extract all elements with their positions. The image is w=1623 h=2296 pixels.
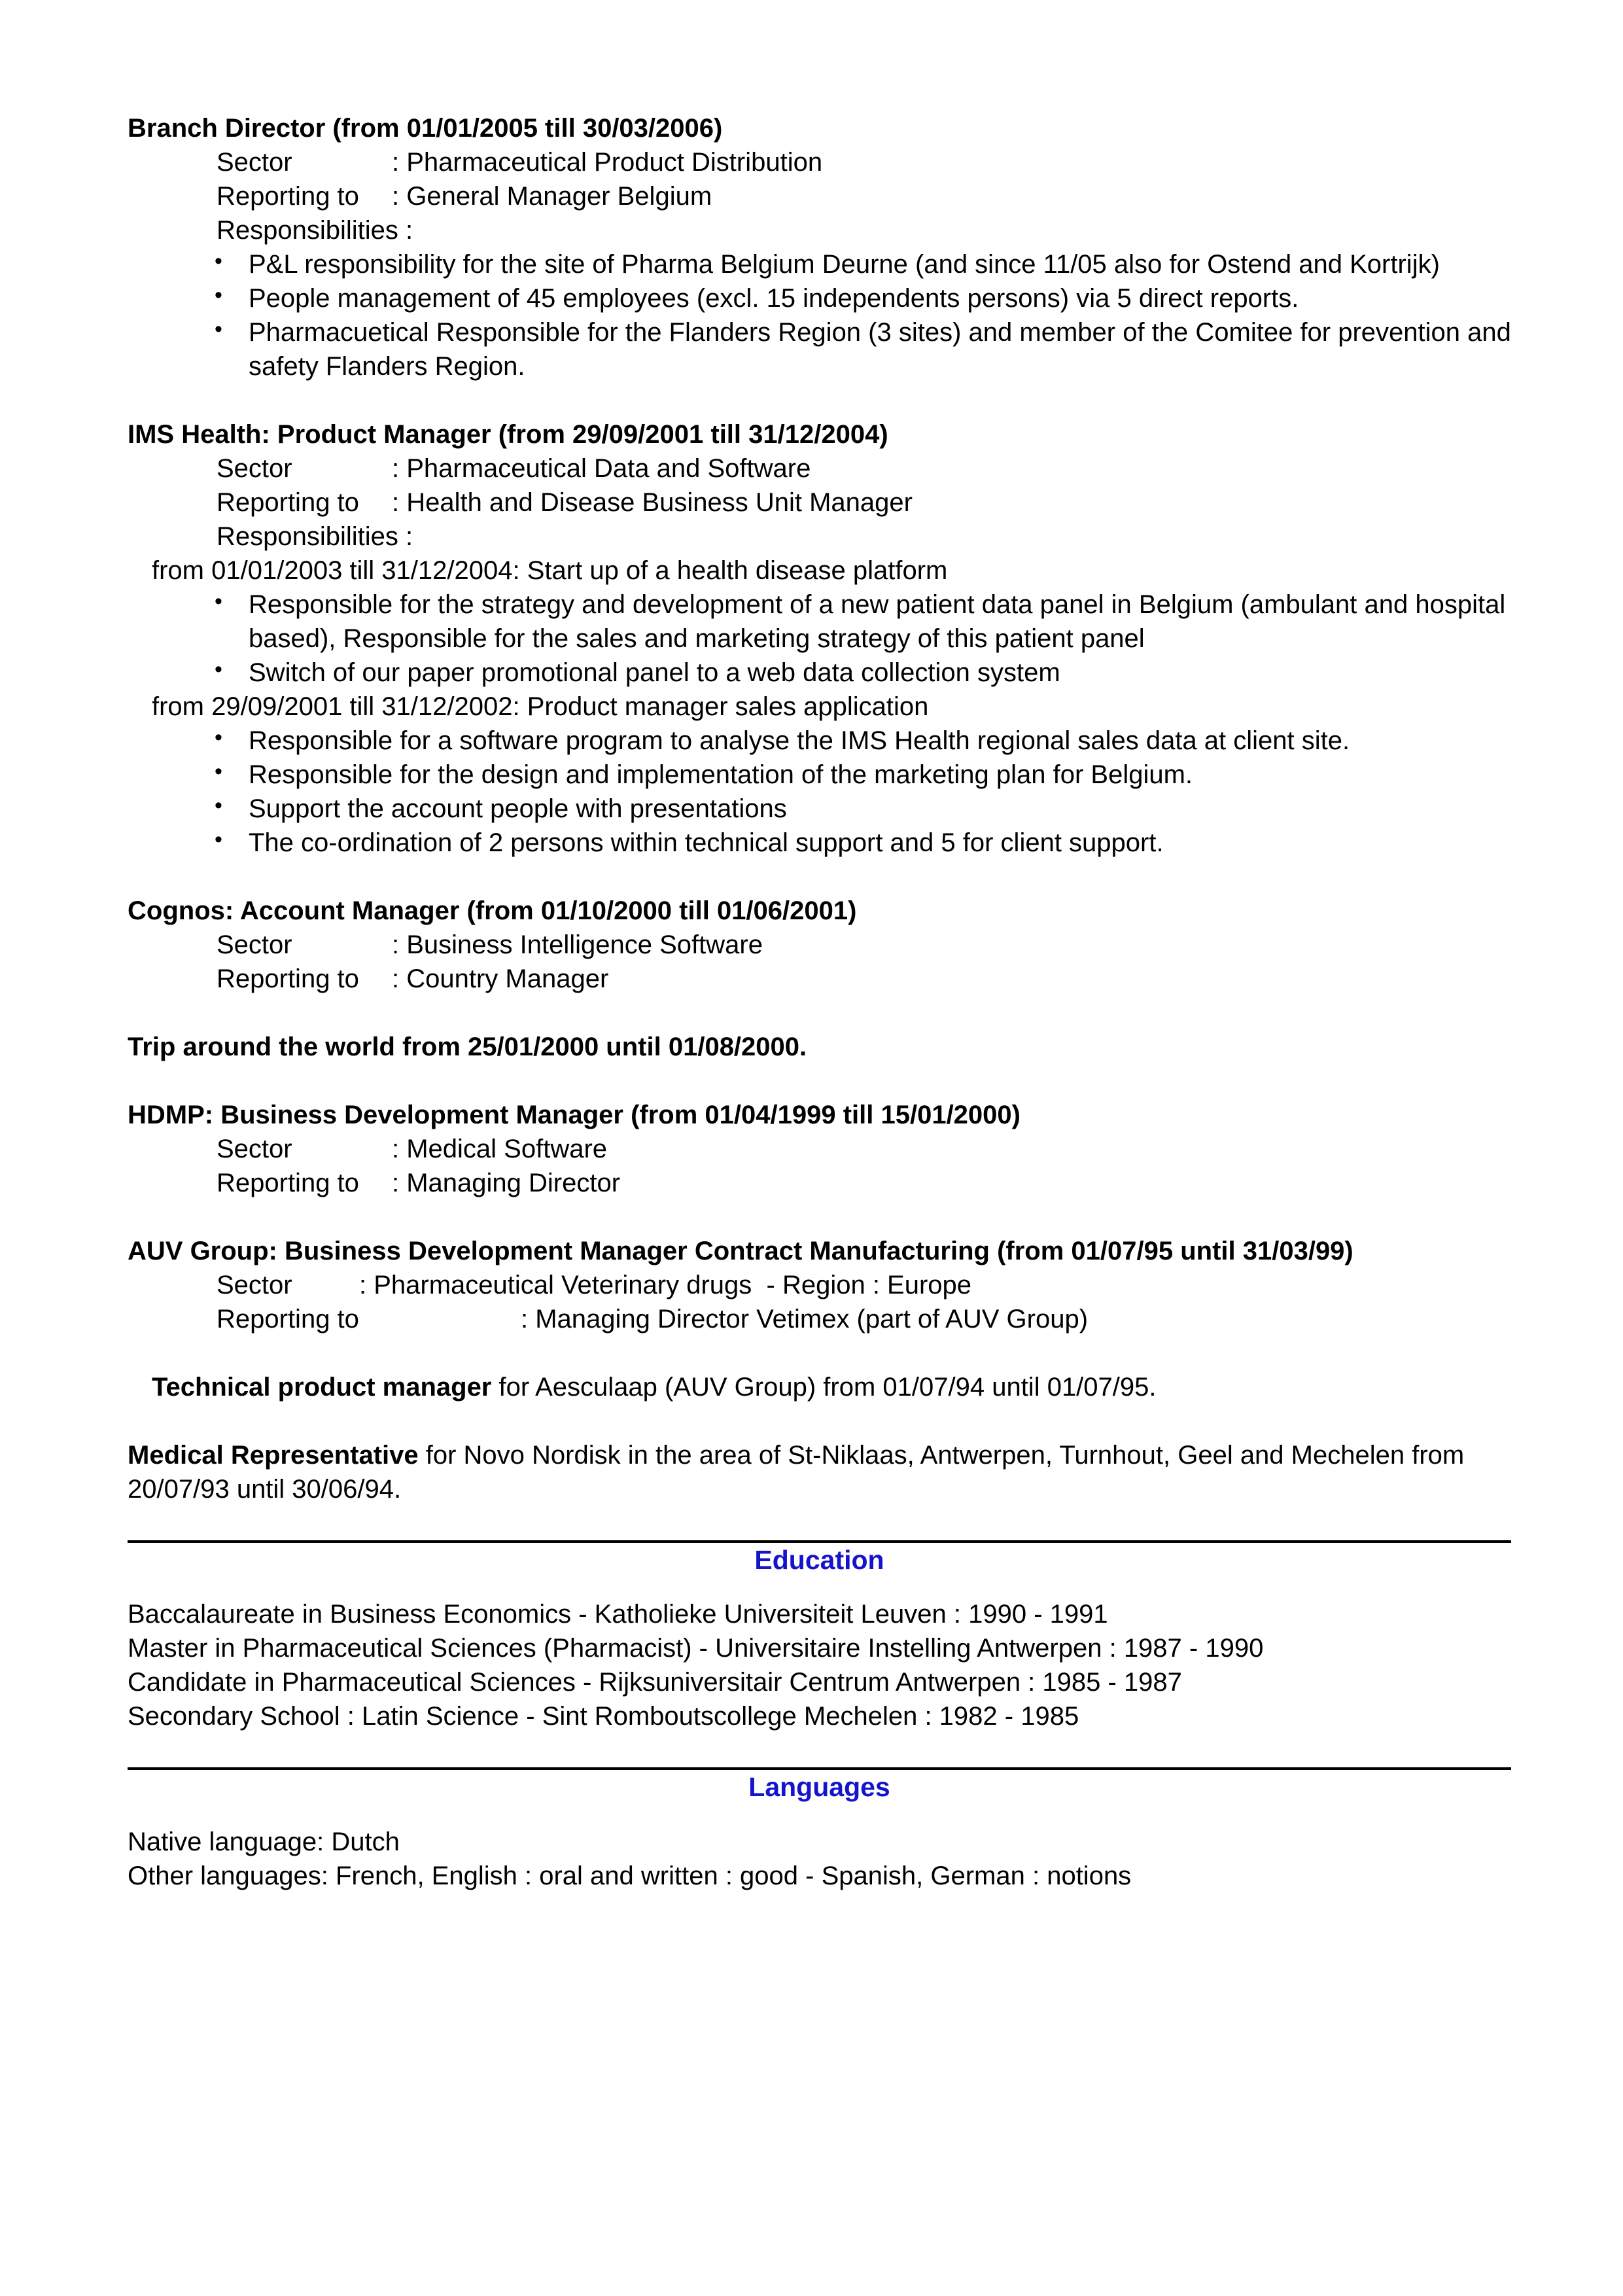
education-entry: Baccalaureate in Business Economics - Katholieke Universiteit Leuven : 1990 - 1991 [128,1600,1108,1629]
sub-period-heading: from 29/09/2001 till 31/12/2002: Product manager sales application [152,692,929,721]
job-reporting-row [128,1302,1511,1336]
trip-around-world-note: Trip around the world from 25/01/2000 until 01/08/2000. [128,1033,807,1061]
job-sector-row [128,1132,1511,1166]
job-reporting-row [128,1166,1511,1200]
job-entry-branch-director [128,111,1511,383]
job-entry-auv-group [128,1234,1511,1336]
spacer [128,1578,1511,1597]
education-entry: Candidate in Pharmaceutical Sciences - Rijksuniversitair Centrum Antwerpen : 1985 - 1987 [128,1668,1182,1697]
list-item: • Switch of our paper promotional panel to a web data collection system [128,656,1511,690]
spacer [128,383,1511,417]
language-label: Other languages [128,1861,321,1890]
education-entry: Master in Pharmaceutical Sciences (Pharmacist) - Universitaire Instelling Antwerpen : 1987 - 1990 [128,1634,1264,1663]
spacer [128,1200,1511,1234]
medical-representative-rest: for Novo Nordisk in the area of St-Niklaas, Antwerpen, Turnhout, Geel and Mechelen from 20/07/93 until 30/06/94. [128,1441,1465,1504]
technical-product-manager-lead: Technical product manager [152,1373,492,1402]
spacer [128,1506,1511,1540]
responsibilities-label: Responsibilities : [217,522,413,551]
job-reporting-row [128,486,1511,520]
responsibility-list [128,724,1511,860]
sector-label: Sector [217,1271,292,1299]
sector-label: Sector [217,454,292,483]
sector-label: Sector [217,148,292,177]
list-item: • Responsible for a software program to analyse the IMS Health regional sales data at client site. [128,724,1511,758]
document-body [128,111,1511,1893]
medical-representative-note [128,1438,1511,1506]
spacer [128,1733,1511,1767]
language-row [128,1825,1511,1859]
spacer [128,1404,1511,1438]
sector-value: : Medical Software [392,1135,608,1163]
job-reporting-row [128,962,1511,996]
list-item: • P&L responsibility for the site of Pharma Belgium Deurne (and since 11/05 also for Ostend and Kortrijk) [128,247,1511,281]
section-heading-languages: Languages [748,1772,890,1803]
language-value: : Dutch [317,1827,400,1856]
responsibility-list [128,588,1511,690]
spacer [128,860,1511,894]
language-value: : French, English : oral and written : good - Spanish, German : notions [321,1861,1132,1890]
sector-value: : Pharmaceutical Veterinary drugs - Region : Europe [359,1271,972,1299]
reporting-to-label: Reporting to [217,1169,359,1197]
sector-label: Sector [217,930,292,959]
job-entry-ims-health [128,417,1511,860]
job-reporting-row [128,179,1511,213]
language-row [128,1859,1511,1893]
education-entry: Secondary School : Latin Science - Sint Romboutscollege Mechelen : 1982 - 1985 [128,1702,1079,1731]
spacer [128,996,1511,1030]
list-item: • Responsible for the design and implementation of the marketing plan for Belgium. [128,758,1511,792]
reporting-to-label: Reporting to [217,488,359,517]
job-title: HDMP: Business Development Manager (from 01/04/1999 till 15/01/2000) [128,1101,1021,1129]
job-entry-hdmp [128,1098,1511,1200]
technical-product-manager-rest: for Aesculaap (AUV Group) from 01/07/94 until 01/07/95. [491,1373,1157,1402]
job-entry-cognos [128,894,1511,996]
reporting-to-value: : Country Manager [392,964,609,993]
job-sector-row [128,451,1511,486]
list-item: • Pharmacuetical Responsible for the Flanders Region (3 sites) and member of the Comitee for prevention and safety Flanders Region. [128,315,1511,383]
sector-value: : Pharmaceutical Data and Software [392,454,811,483]
list-item: • Support the account people with presentations [128,792,1511,826]
spacer [128,1064,1511,1098]
list-item: • People management of 45 employees (excl. 15 independents persons) via 5 direct reports. [128,281,1511,315]
job-title: Branch Director (from 01/01/2005 till 30/03/2006) [128,114,723,143]
list-item: • Responsible for the strategy and development of a new patient data panel in Belgium (ambulant and hospital based), Responsible for the sales and marketing strategy of this patient panel [128,588,1511,656]
spacer [128,1805,1511,1825]
reporting-to-label: Reporting to [217,1305,359,1333]
reporting-to-label: Reporting to [217,182,359,211]
reporting-to-value: : General Manager Belgium [392,182,712,211]
reporting-to-value: : Managing Director [392,1169,621,1197]
responsibility-list [128,247,1511,383]
responsibilities-label: Responsibilities : [217,216,413,245]
sub-period-heading: from 01/01/2003 till 31/12/2004: Start up of a health disease platform [152,556,948,585]
job-sector-row [128,928,1511,962]
section-heading-education: Education [754,1545,884,1575]
reporting-to-label: Reporting to [217,964,359,993]
spacer [128,1336,1511,1370]
education-list [128,1597,1511,1733]
reporting-to-value: : Health and Disease Business Unit Manager [392,488,913,517]
job-title: AUV Group: Business Development Manager Contract Manufacturing (from 01/07/95 until 31/03/99) [128,1237,1353,1265]
job-title: IMS Health: Product Manager (from 29/09/2001 till 31/12/2004) [128,420,888,449]
sector-value: : Pharmaceutical Product Distribution [392,148,823,177]
list-item: • The co-ordination of 2 persons within technical support and 5 for client support. [128,826,1511,860]
technical-product-manager-note [128,1370,1511,1404]
languages-list [128,1825,1511,1893]
language-label: Native language [128,1827,317,1856]
job-sector-row [128,1268,1511,1302]
sector-label: Sector [217,1135,292,1163]
medical-representative-lead: Medical Representative [128,1441,419,1470]
job-sector-row [128,145,1511,179]
reporting-to-value: : Managing Director Vetimex (part of AUV Group) [521,1305,1089,1333]
job-title: Cognos: Account Manager (from 01/10/2000 till 01/06/2001) [128,896,857,925]
sector-value: : Business Intelligence Software [392,930,763,959]
